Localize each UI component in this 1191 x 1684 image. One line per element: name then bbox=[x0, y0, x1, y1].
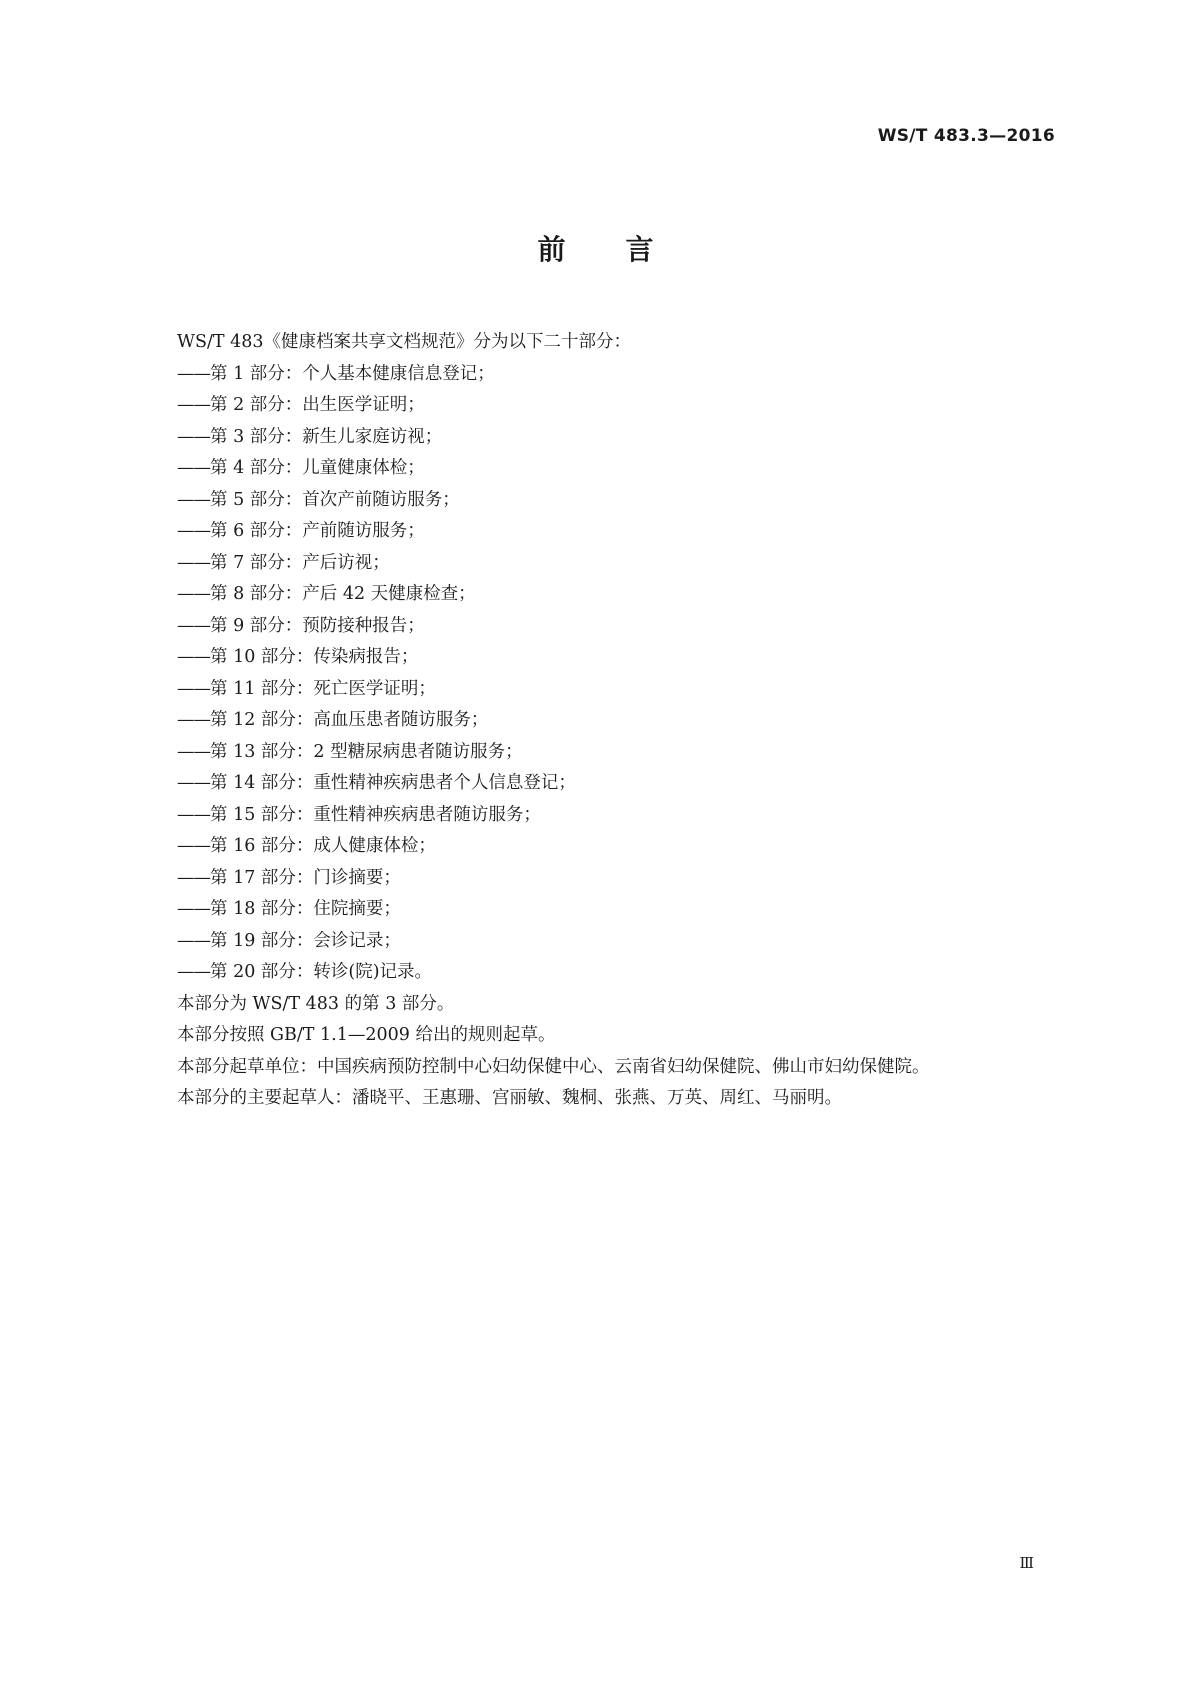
list-item bbox=[177, 863, 1057, 895]
list-item-text: 第 16 部分：成人健康体检； bbox=[210, 836, 436, 856]
list-item-dash: —— bbox=[177, 741, 210, 762]
list-item bbox=[177, 768, 1057, 800]
list-item-dash: —— bbox=[177, 867, 210, 888]
list-item bbox=[177, 957, 1057, 989]
list-item bbox=[177, 831, 1057, 863]
list-item-dash: —— bbox=[177, 552, 210, 573]
list-item bbox=[177, 579, 1057, 611]
list-item bbox=[177, 516, 1057, 548]
list-item-text: 第 9 部分：预防接种报告； bbox=[210, 615, 425, 636]
list-item-text: 第 3 部分：新生儿家庭访视； bbox=[210, 426, 443, 447]
list-item-dash: —— bbox=[177, 647, 210, 667]
list-item bbox=[177, 894, 1057, 926]
list-item-text: 第 19 部分：会诊记录； bbox=[210, 930, 401, 951]
list-item bbox=[177, 926, 1057, 958]
list-item bbox=[177, 737, 1057, 769]
list-item-dash: —— bbox=[177, 773, 210, 793]
list-item-dash: —— bbox=[177, 615, 210, 636]
list-item-text: 第 15 部分：重性精神疾病患者随访服务； bbox=[210, 804, 541, 825]
list-item-dash: —— bbox=[177, 584, 210, 604]
statements-list bbox=[177, 989, 1057, 1115]
page-number: Ⅲ bbox=[1019, 1554, 1034, 1572]
list-item-text: 第 10 部分：传染病报告； bbox=[210, 647, 419, 667]
list-item bbox=[177, 548, 1057, 580]
intro-paragraph: WS/T 483《健康档案共享文档规范》分为以下二十部分： bbox=[177, 332, 632, 352]
list-item-text: 第 13 部分：2 型糖尿病患者随访服务； bbox=[210, 741, 523, 762]
list-item-dash: —— bbox=[177, 363, 210, 384]
list-item-dash: —— bbox=[177, 678, 210, 699]
list-item bbox=[177, 422, 1057, 454]
page-title: 前言 bbox=[537, 233, 714, 266]
list-item bbox=[177, 485, 1057, 517]
list-item-dash: —— bbox=[177, 899, 210, 919]
list-item bbox=[177, 705, 1057, 737]
list-item-text: 第 7 部分：产后访视； bbox=[210, 552, 390, 573]
statement-paragraph: 本部分为 WS/T 483 的第 3 部分。 bbox=[177, 993, 455, 1014]
list-item-dash: —— bbox=[177, 836, 210, 856]
list-item-text: 第 2 部分：出生医学证明； bbox=[210, 395, 425, 415]
list-item-text: 第 6 部分：产前随访服务； bbox=[210, 521, 425, 541]
list-item bbox=[177, 390, 1057, 422]
list-item-text: 第 8 部分：产后 42 天健康检查； bbox=[210, 584, 476, 604]
list-item-text: 第 5 部分：首次产前随访服务； bbox=[210, 489, 460, 510]
list-item bbox=[177, 674, 1057, 706]
list-item bbox=[177, 642, 1057, 674]
list-item-dash: —— bbox=[177, 489, 210, 510]
list-item-text: 第 4 部分：儿童健康体检； bbox=[210, 458, 425, 478]
list-item-text: 第 18 部分：住院摘要； bbox=[210, 899, 401, 919]
list-item-text: 第 1 部分：个人基本健康信息登记； bbox=[210, 363, 495, 384]
list-item-text: 第 12 部分：高血压患者随访服务； bbox=[210, 710, 489, 730]
list-item-dash: —— bbox=[177, 458, 210, 478]
list-item-dash: —— bbox=[177, 804, 210, 825]
list-item-text: 第 17 部分：门诊摘要； bbox=[210, 867, 401, 888]
list-item-dash: —— bbox=[177, 962, 210, 982]
list-item-dash: —— bbox=[177, 426, 210, 447]
list-item bbox=[177, 359, 1057, 391]
list-item-dash: —— bbox=[177, 521, 210, 541]
statement-paragraph: 本部分起草单位：中国疾病预防控制中心妇幼保健中心、云南省妇幼保健院、佛山市妇幼保健院。 bbox=[177, 1056, 930, 1077]
list-item-text: 第 11 部分：死亡医学证明； bbox=[210, 678, 436, 699]
list-item-dash: —— bbox=[177, 710, 210, 730]
list-item-text: 第 14 部分：重性精神疾病患者个人信息登记； bbox=[210, 773, 576, 793]
foreword-body bbox=[177, 327, 1057, 1115]
list-item-dash: —— bbox=[177, 930, 210, 951]
statement-paragraph: 本部分按照 GB/T 1.1—2009 给出的规则起草。 bbox=[177, 1025, 556, 1045]
parts-list bbox=[177, 359, 1057, 989]
list-item-dash: —— bbox=[177, 395, 210, 415]
standard-number-header: WS/T 483.3—2016 bbox=[877, 126, 1055, 146]
list-item-text: 第 20 部分：转诊(院)记录。 bbox=[210, 962, 433, 982]
list-item bbox=[177, 453, 1057, 485]
list-item bbox=[177, 611, 1057, 643]
statement-paragraph: 本部分的主要起草人：潘晓平、王惠珊、宫丽敏、魏桐、张燕、万英、周红、马丽明。 bbox=[177, 1088, 842, 1108]
list-item bbox=[177, 800, 1057, 832]
